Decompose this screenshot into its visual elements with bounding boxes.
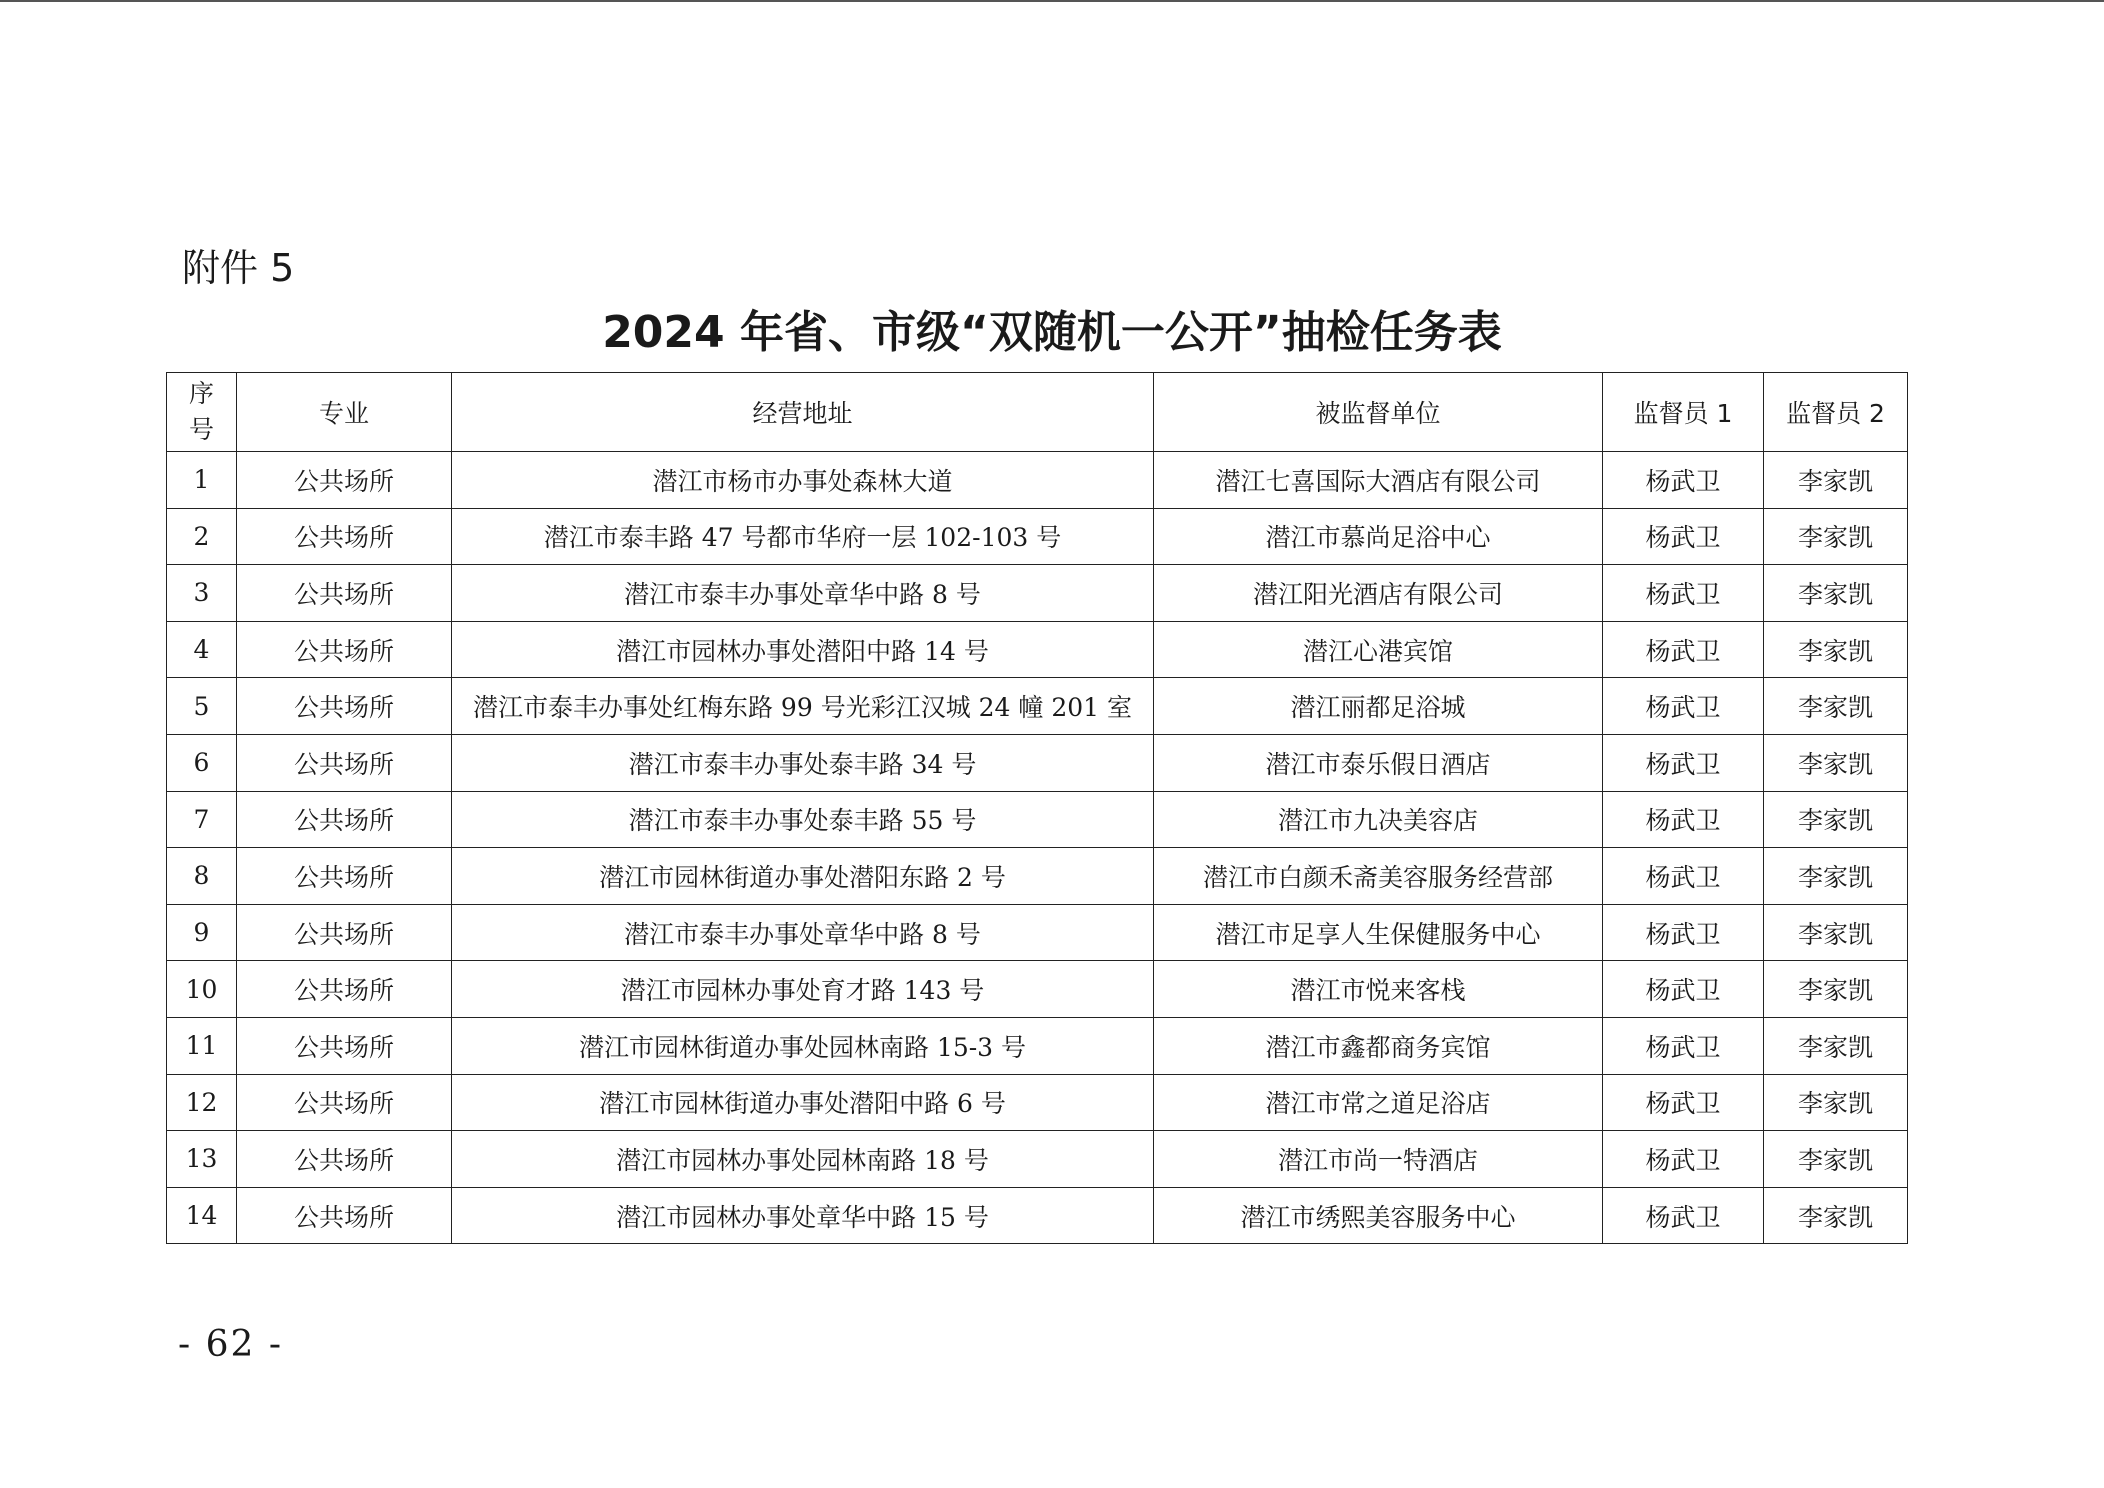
cell-unit: 潜江七喜国际大酒店有限公司 bbox=[1154, 452, 1603, 509]
cell-seq: 10 bbox=[167, 961, 237, 1018]
header-major: 专业 bbox=[237, 373, 452, 452]
table-row bbox=[167, 452, 1908, 509]
cell-unit: 潜江市常之道足浴店 bbox=[1154, 1074, 1603, 1131]
cell-supervisor1: 杨武卫 bbox=[1603, 1017, 1764, 1074]
cell-unit: 潜江市慕尚足浴中心 bbox=[1154, 508, 1603, 565]
header-seq bbox=[167, 373, 237, 452]
table-row bbox=[167, 621, 1908, 678]
cell-major: 公共场所 bbox=[237, 1187, 452, 1244]
cell-supervisor2: 李家凯 bbox=[1764, 678, 1908, 735]
cell-supervisor2: 李家凯 bbox=[1764, 1017, 1908, 1074]
cell-major: 公共场所 bbox=[237, 1131, 452, 1188]
cell-unit: 潜江市九决美容店 bbox=[1154, 791, 1603, 848]
cell-supervisor2: 李家凯 bbox=[1764, 621, 1908, 678]
cell-seq: 4 bbox=[167, 621, 237, 678]
cell-unit: 潜江市悦来客栈 bbox=[1154, 961, 1603, 1018]
header-unit: 被监督单位 bbox=[1154, 373, 1603, 452]
cell-supervisor1: 杨武卫 bbox=[1603, 734, 1764, 791]
cell-address: 潜江市园林办事处园林南路 18 号 bbox=[452, 1131, 1154, 1188]
cell-seq: 2 bbox=[167, 508, 237, 565]
header-address: 经营地址 bbox=[452, 373, 1154, 452]
cell-seq: 6 bbox=[167, 734, 237, 791]
cell-unit: 潜江市泰乐假日酒店 bbox=[1154, 734, 1603, 791]
cell-supervisor1: 杨武卫 bbox=[1603, 904, 1764, 961]
cell-major: 公共场所 bbox=[237, 734, 452, 791]
cell-address: 潜江市泰丰路 47 号都市华府一层 102-103 号 bbox=[452, 508, 1154, 565]
cell-address: 潜江市泰丰办事处红梅东路 99 号光彩江汉城 24 幢 201 室 bbox=[452, 678, 1154, 735]
table-row bbox=[167, 1017, 1908, 1074]
cell-unit: 潜江市足享人生保健服务中心 bbox=[1154, 904, 1603, 961]
cell-supervisor1: 杨武卫 bbox=[1603, 678, 1764, 735]
cell-supervisor2: 李家凯 bbox=[1764, 791, 1908, 848]
cell-unit: 潜江心港宾馆 bbox=[1154, 621, 1603, 678]
cell-supervisor2: 李家凯 bbox=[1764, 961, 1908, 1018]
cell-supervisor2: 李家凯 bbox=[1764, 1131, 1908, 1188]
cell-supervisor1: 杨武卫 bbox=[1603, 508, 1764, 565]
attachment-label: 附件 5 bbox=[182, 246, 295, 290]
cell-major: 公共场所 bbox=[237, 508, 452, 565]
cell-supervisor1: 杨武卫 bbox=[1603, 848, 1764, 905]
cell-major: 公共场所 bbox=[237, 961, 452, 1018]
cell-major: 公共场所 bbox=[237, 791, 452, 848]
cell-supervisor1: 杨武卫 bbox=[1603, 452, 1764, 509]
table-row bbox=[167, 678, 1908, 735]
cell-seq: 7 bbox=[167, 791, 237, 848]
cell-address: 潜江市园林办事处潜阳中路 14 号 bbox=[452, 621, 1154, 678]
cell-seq: 12 bbox=[167, 1074, 237, 1131]
cell-major: 公共场所 bbox=[237, 904, 452, 961]
table-row bbox=[167, 791, 1908, 848]
cell-major: 公共场所 bbox=[237, 848, 452, 905]
cell-seq: 13 bbox=[167, 1131, 237, 1188]
cell-unit: 潜江市绣熙美容服务中心 bbox=[1154, 1187, 1603, 1244]
cell-address: 潜江市泰丰办事处泰丰路 34 号 bbox=[452, 734, 1154, 791]
cell-seq: 8 bbox=[167, 848, 237, 905]
cell-supervisor1: 杨武卫 bbox=[1603, 565, 1764, 622]
table-header-row bbox=[167, 373, 1908, 452]
cell-major: 公共场所 bbox=[237, 565, 452, 622]
table-row bbox=[167, 1187, 1908, 1244]
cell-seq: 5 bbox=[167, 678, 237, 735]
cell-major: 公共场所 bbox=[237, 678, 452, 735]
cell-address: 潜江市园林街道办事处潜阳东路 2 号 bbox=[452, 848, 1154, 905]
cell-supervisor1: 杨武卫 bbox=[1603, 1074, 1764, 1131]
cell-supervisor2: 李家凯 bbox=[1764, 904, 1908, 961]
header-seq-line1: 序 bbox=[188, 379, 214, 408]
cell-major: 公共场所 bbox=[237, 452, 452, 509]
cell-seq: 1 bbox=[167, 452, 237, 509]
cell-supervisor2: 李家凯 bbox=[1764, 1187, 1908, 1244]
cell-address: 潜江市园林办事处育才路 143 号 bbox=[452, 961, 1154, 1018]
table-row bbox=[167, 508, 1908, 565]
cell-supervisor1: 杨武卫 bbox=[1603, 961, 1764, 1018]
table-row bbox=[167, 1131, 1908, 1188]
cell-unit: 潜江市白颜禾斋美容服务经营部 bbox=[1154, 848, 1603, 905]
cell-major: 公共场所 bbox=[237, 1017, 452, 1074]
cell-address: 潜江市园林街道办事处潜阳中路 6 号 bbox=[452, 1074, 1154, 1131]
cell-supervisor1: 杨武卫 bbox=[1603, 1187, 1764, 1244]
cell-seq: 11 bbox=[167, 1017, 237, 1074]
cell-address: 潜江市泰丰办事处泰丰路 55 号 bbox=[452, 791, 1154, 848]
cell-major: 公共场所 bbox=[237, 1074, 452, 1131]
cell-supervisor2: 李家凯 bbox=[1764, 565, 1908, 622]
cell-unit: 潜江阳光酒店有限公司 bbox=[1154, 565, 1603, 622]
table-row bbox=[167, 961, 1908, 1018]
cell-supervisor2: 李家凯 bbox=[1764, 508, 1908, 565]
cell-seq: 9 bbox=[167, 904, 237, 961]
header-seq-line2: 号 bbox=[188, 415, 214, 444]
table-row bbox=[167, 1074, 1908, 1131]
cell-address: 潜江市园林办事处章华中路 15 号 bbox=[452, 1187, 1154, 1244]
page-number: - 62 - bbox=[178, 1324, 284, 1365]
cell-unit: 潜江丽都足浴城 bbox=[1154, 678, 1603, 735]
cell-seq: 14 bbox=[167, 1187, 237, 1244]
table-row bbox=[167, 734, 1908, 791]
cell-address: 潜江市杨市办事处森林大道 bbox=[452, 452, 1154, 509]
document-title: 2024 年省、市级“双随机一公开”抽检任务表 bbox=[602, 307, 1502, 358]
table-row bbox=[167, 904, 1908, 961]
table-row bbox=[167, 848, 1908, 905]
cell-seq: 3 bbox=[167, 565, 237, 622]
table-row bbox=[167, 565, 1908, 622]
cell-supervisor2: 李家凯 bbox=[1764, 452, 1908, 509]
cell-unit: 潜江市尚一特酒店 bbox=[1154, 1131, 1603, 1188]
cell-supervisor2: 李家凯 bbox=[1764, 848, 1908, 905]
cell-address: 潜江市泰丰办事处章华中路 8 号 bbox=[452, 904, 1154, 961]
cell-unit: 潜江市鑫都商务宾馆 bbox=[1154, 1017, 1603, 1074]
header-supervisor2: 监督员 2 bbox=[1764, 373, 1908, 452]
cell-address: 潜江市泰丰办事处章华中路 8 号 bbox=[452, 565, 1154, 622]
cell-supervisor1: 杨武卫 bbox=[1603, 621, 1764, 678]
cell-major: 公共场所 bbox=[237, 621, 452, 678]
cell-supervisor1: 杨武卫 bbox=[1603, 791, 1764, 848]
cell-supervisor2: 李家凯 bbox=[1764, 734, 1908, 791]
table-body bbox=[167, 452, 1908, 1244]
top-border-line bbox=[0, 0, 2104, 2]
cell-supervisor2: 李家凯 bbox=[1764, 1074, 1908, 1131]
cell-supervisor1: 杨武卫 bbox=[1603, 1131, 1764, 1188]
cell-address: 潜江市园林街道办事处园林南路 15-3 号 bbox=[452, 1017, 1154, 1074]
header-supervisor1: 监督员 1 bbox=[1603, 373, 1764, 452]
inspection-task-table bbox=[166, 372, 1908, 1244]
